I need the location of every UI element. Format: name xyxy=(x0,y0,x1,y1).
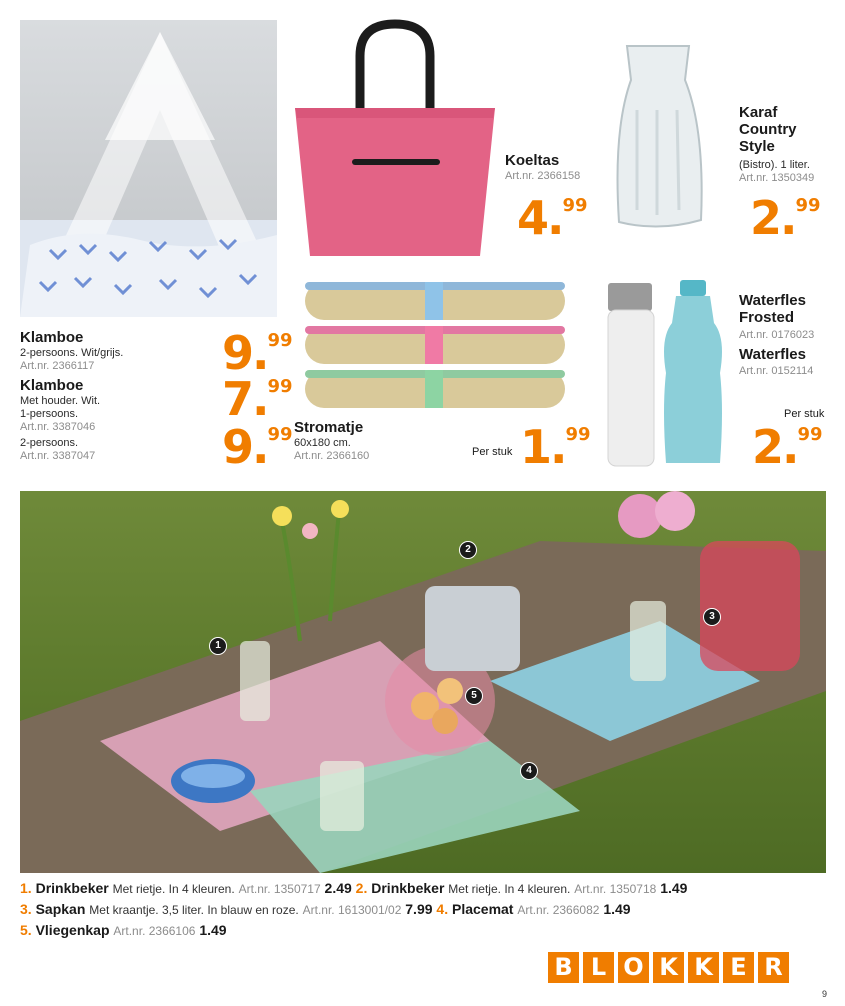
stromatje-desc: 60x180 cm. xyxy=(294,437,351,449)
legend-price-2: 1.49 xyxy=(660,880,688,896)
legend-price-5: 1.49 xyxy=(199,922,227,938)
koeltas-title: Koeltas xyxy=(505,152,560,169)
logo-letter-e: E xyxy=(723,952,754,983)
logo-letter-k2: K xyxy=(688,952,719,983)
legend-num-5: 5. xyxy=(20,922,32,938)
klamboe-desc-2b: 1-persoons. xyxy=(20,408,79,420)
koeltas-price: 4.99 xyxy=(517,191,588,245)
marker-2: 2 xyxy=(459,541,477,559)
legend-art-3: Art.nr. 1613001/02 xyxy=(302,903,402,917)
waterfles-art: Art.nr. 0152114 xyxy=(739,365,814,377)
legend-num-1: 1. xyxy=(20,880,32,896)
klamboe-desc-2a: Met houder. Wit. xyxy=(20,395,101,407)
legend-art-5: Art.nr. 2366106 xyxy=(113,924,196,938)
karaf-title-2: Country xyxy=(739,121,797,138)
waterfles-frosted-title-2: Frosted xyxy=(739,309,795,326)
logo-letter-r: R xyxy=(758,952,789,983)
karaf-price: 2.99 xyxy=(750,191,821,245)
klamboe-art-1: Art.nr. 2366117 xyxy=(20,360,95,372)
stromatje-art: Art.nr. 2366160 xyxy=(294,450,370,462)
legend-num-2: 2. xyxy=(355,880,368,896)
legend-price-1: 2.49 xyxy=(324,880,352,896)
karaf-title-3: Style xyxy=(739,138,775,155)
legend-num-3: 3. xyxy=(20,901,32,917)
klamboe-price-1: 9.99 xyxy=(222,326,293,380)
karaf-desc: (Bistro). 1 liter. xyxy=(739,159,810,171)
stromatje-per-stuk: Per stuk xyxy=(472,446,513,458)
legend-line-1 xyxy=(20,878,687,899)
waterfles-frosted-title-1: Waterfles xyxy=(739,292,806,309)
logo-letter-l: L xyxy=(583,952,614,983)
legend-desc-2: Met rietje. In 4 kleuren. xyxy=(448,882,571,896)
legend-desc-3: Met kraantje. 3,5 liter. In blauw en roze. xyxy=(89,903,299,917)
klamboe-desc-1: 2-persoons. Wit/grijs. xyxy=(20,347,124,359)
logo-letter-b: B xyxy=(548,952,579,983)
waterfles-title: Waterfles xyxy=(739,346,806,363)
legend-name-4: Placemat xyxy=(451,901,514,917)
waterfles-frosted-art: Art.nr. 0176023 xyxy=(739,329,815,341)
legend-name-5: Vliegenkap xyxy=(35,922,110,938)
legend-art-2: Art.nr. 1350718 xyxy=(574,882,657,896)
logo-letter-o: O xyxy=(618,952,649,983)
klamboe-title-2: Klamboe xyxy=(20,377,84,394)
klamboe-price-3: 9.99 xyxy=(222,420,293,474)
legend-num-4: 4. xyxy=(436,901,449,917)
stromatje-price: 1.99 xyxy=(520,420,591,474)
legend-name-2: Drinkbeker xyxy=(371,880,445,896)
cooler-bag-image xyxy=(290,16,500,266)
waterfles-price: 2.99 xyxy=(752,420,823,474)
legend-price-4: 1.49 xyxy=(603,901,631,917)
klamboe-art-3: Art.nr. 3387047 xyxy=(20,450,96,462)
legend-line-3 xyxy=(20,920,227,941)
legend-art-4: Art.nr. 2366082 xyxy=(517,903,600,917)
logo-letter-k1: K xyxy=(653,952,684,983)
carafe-image xyxy=(597,40,717,232)
legend-desc-1: Met rietje. In 4 kleuren. xyxy=(112,882,235,896)
blokker-logo xyxy=(548,952,789,983)
legend-name-3: Sapkan xyxy=(35,901,86,917)
stromatje-photo xyxy=(300,278,570,412)
karaf-photo xyxy=(597,40,717,232)
koeltas-art: Art.nr. 2366158 xyxy=(505,170,581,182)
legend-art-1: Art.nr. 1350717 xyxy=(238,882,321,896)
waterfles-per-stuk: Per stuk xyxy=(784,408,825,420)
waterfles-photo xyxy=(604,278,728,470)
picnic-scene-image xyxy=(20,491,826,873)
legend-price-3: 7.99 xyxy=(405,901,433,917)
mosquito-net-image xyxy=(20,20,277,317)
marker-4: 4 xyxy=(520,762,538,780)
karaf-title-1: Karaf xyxy=(739,104,778,121)
water-bottles-image xyxy=(604,278,728,470)
klamboe-art-2: Art.nr. 3387046 xyxy=(20,421,96,433)
marker-1: 1 xyxy=(209,637,227,655)
picnic-table-photo xyxy=(20,491,826,873)
klamboe-title-1: Klamboe xyxy=(20,329,84,346)
straw-mats-image xyxy=(300,278,570,412)
klamboe-price-2: 7.99 xyxy=(222,372,293,426)
page-number: 9 xyxy=(821,989,827,999)
legend-line-2 xyxy=(20,899,631,920)
koeltas-photo xyxy=(290,16,500,266)
marker-3: 3 xyxy=(703,608,721,626)
karaf-art: Art.nr. 1350349 xyxy=(739,172,815,184)
stromatje-title: Stromatje xyxy=(294,419,364,436)
klamboe-desc-3: 2-persoons. xyxy=(20,437,79,449)
legend-name-1: Drinkbeker xyxy=(35,880,109,896)
marker-5: 5 xyxy=(465,687,483,705)
klamboe-photo xyxy=(20,20,277,317)
